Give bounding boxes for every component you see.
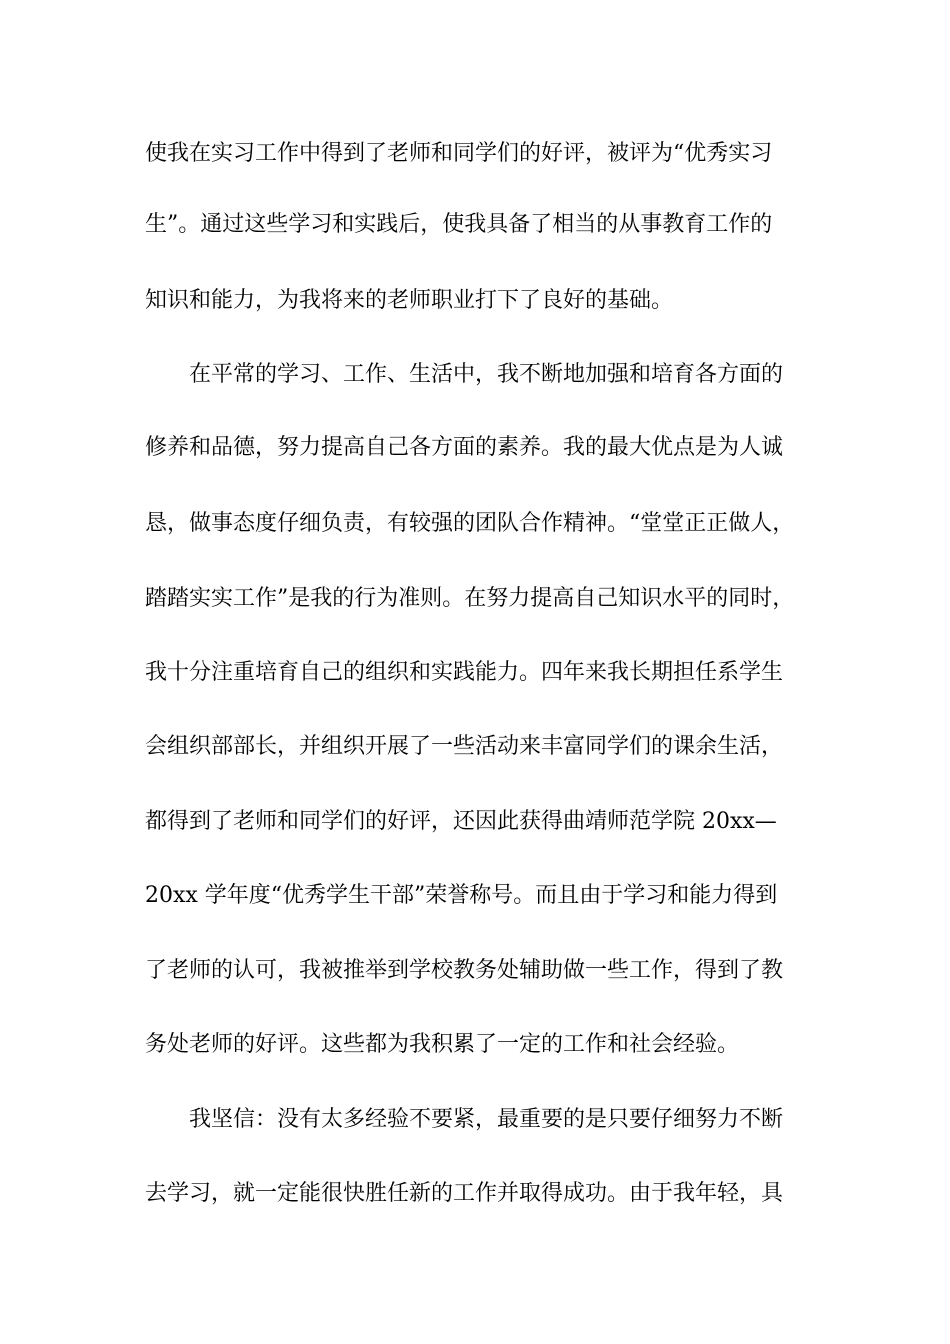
paragraph-line: 去学习，就一定能很快胜任新的工作并取得成功。由于我年轻，具 [145, 1181, 784, 1206]
paragraph-line: 了老师的认可，我被推举到学校教务处辅助做一些工作，得到了教 [145, 958, 784, 983]
paragraph-line: 生”。通过这些学习和实践后，使我具备了相当的从事教育工作的 [145, 212, 773, 237]
paragraph-line: 修养和品德，努力提高自己各方面的素养。我的最大优点是为人诚 [145, 435, 784, 460]
paragraph-line: 会组织部部长，并组织开展了一些活动来丰富同学们的课余生活， [145, 734, 784, 759]
paragraph-line: 20xx 学年度“优秀学生干部”荣誉称号。而且由于学习和能力得到 [145, 883, 778, 908]
paragraph-line: 我十分注重培育自己的组织和实践能力。四年来我长期担任系学生 [145, 660, 784, 685]
paragraph-line: 知识和能力，为我将来的老师职业打下了良好的基础。 [145, 288, 674, 313]
paragraph-line: 使我在实习工作中得到了老师和同学们的好评，被评为“优秀实习 [145, 141, 773, 166]
paragraph-line: 恳，做事态度仔细负责，有较强的团队合作精神。“堂堂正正做人， [145, 511, 795, 536]
paragraph-line: 踏踏实实工作”是我的行为准则。在努力提高自己知识水平的同时， [145, 586, 795, 611]
paragraph-line: 务处老师的好评。这些都为我积累了一定的工作和社会经验。 [145, 1032, 740, 1057]
paragraph-line: 都得到了老师和同学们的好评，还因此获得曲靖师范学院 20xx— [145, 809, 777, 834]
paragraph-line: 在平常的学习、工作、生活中，我不断地加强和培育各方面的 [189, 362, 784, 387]
paragraph-line: 我坚信：没有太多经验不要紧，最重要的是只要仔细努力不断 [189, 1107, 784, 1132]
